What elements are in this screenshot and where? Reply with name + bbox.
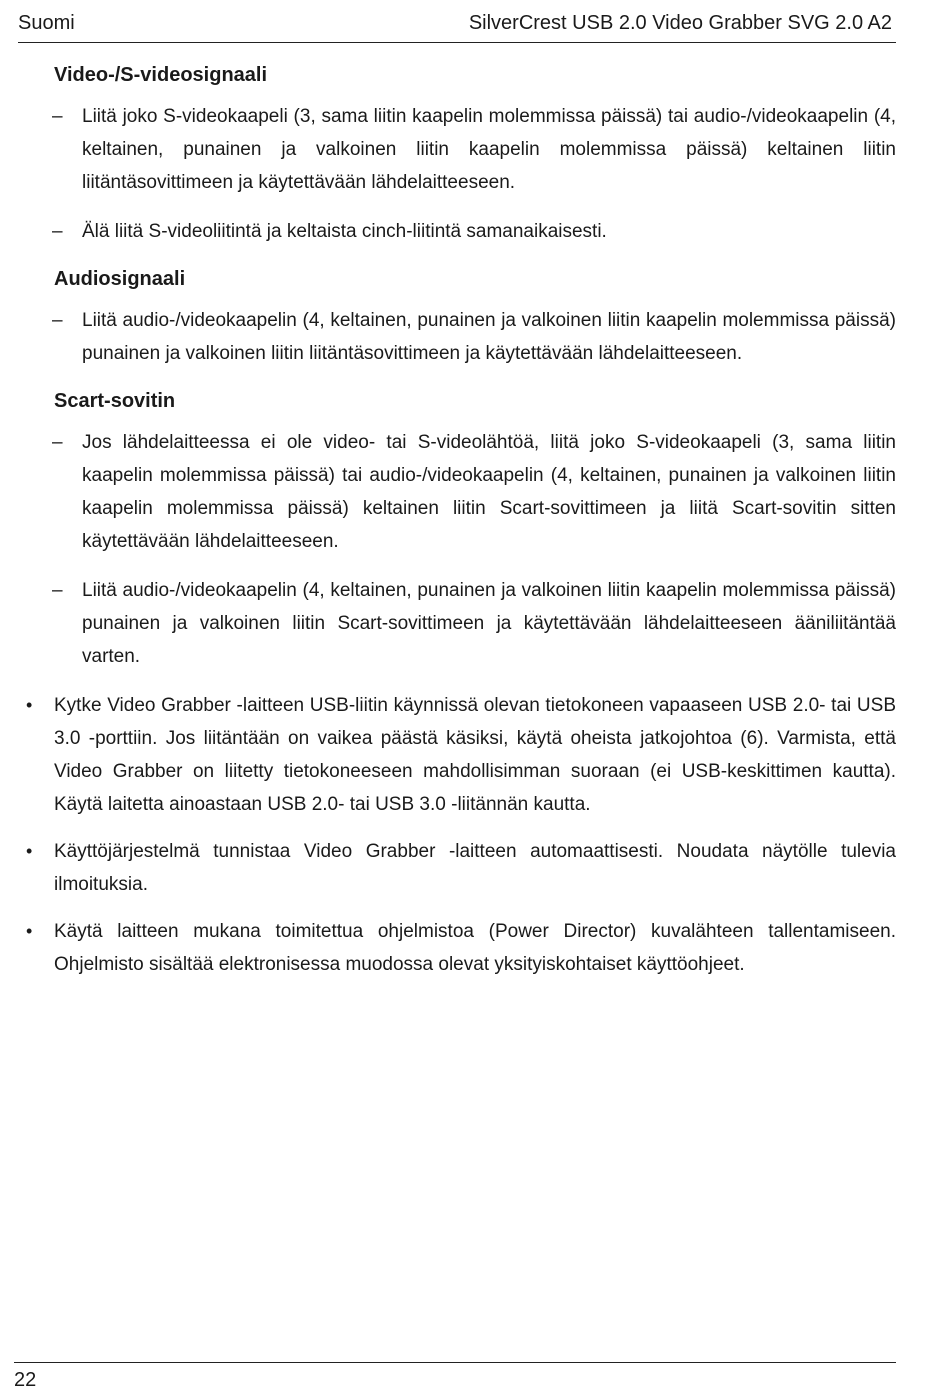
bullet-marker: •: [26, 695, 33, 715]
list-item-text: Liitä joko S-videokaapeli (3, sama liitin kaapelin molemmissa päissä) tai audio-/videokaapelin (4, keltainen, punainen ja valkoinen liitin kaapelin molemmissa päissä) keltainen liitin liitäntäsovittimeen ja käytettävään lähdelaitteeseen.: [82, 106, 896, 193]
dash-marker: –: [52, 221, 63, 242]
list-item-text: Liitä audio-/videokaapelin (4, keltainen, punainen ja valkoinen liitin kaapelin molemmissa päissä) punainen ja valkoinen liitin Scart-sovittimeen ja käytettävään lähdelaitteeseen ääniliitäntää varten.: [82, 580, 896, 667]
bullet-text: Käyttöjärjestelmä tunnistaa Video Grabber -laitteen automaattisesti. Noudata näytölle tulevia ilmoituksia.: [54, 841, 896, 895]
page-footer: [14, 1362, 896, 1392]
list-item: [52, 100, 896, 199]
list-item: [52, 574, 896, 673]
bullet-text: Kytke Video Grabber -laitteen USB-liitin käynnissä olevan tietokoneen vapaaseen USB 2.0- tai USB 3.0 -porttiin. Jos liitäntään on vaikea päästä käsiksi, käytä oheista jatkojohtoa (6). Varmista, että Video Grabber on liitetty tietokoneeseen mahdollisimman suoraan (ei USB-keskittimen kautta). Käytä laitetta ainoastaan USB 2.0- tai USB 3.0 -liitännän kautta.: [54, 695, 896, 815]
bullet-text: Käytä laitteen mukana toimitettua ohjelmistoa (Power Director) kuvalähteen tallentamiseen. Ohjelmisto sisältää elektronisessa muodossa olevat yksityiskohtaiset käyttöohjeet.: [54, 921, 896, 975]
section-heading-audio: Audiosignaali: [54, 268, 186, 290]
bullet-item: [26, 915, 896, 981]
list-item: [52, 215, 896, 248]
page-header: [18, 8, 896, 43]
page-content: [26, 60, 896, 995]
bullet-item: [26, 835, 896, 901]
list-item: [52, 426, 896, 558]
page-number: 22: [14, 1369, 37, 1391]
dash-marker: –: [52, 310, 63, 331]
dash-marker: –: [52, 106, 63, 127]
list-item-text: Liitä audio-/videokaapelin (4, keltainen, punainen ja valkoinen liitin kaapelin molemmissa päissä) punainen ja valkoinen liitin liitäntäsovittimeen ja käytettävään lähdelaitteeseen.: [82, 310, 896, 364]
dash-marker: –: [52, 432, 63, 453]
bullet-item: [26, 689, 896, 821]
bullet-marker: •: [26, 841, 33, 861]
list-item-text: Jos lähdelaitteessa ei ole video- tai S-videolähtöä, liitä joko S-videokaapeli (3, sama liitin kaapelin molemmissa päissä) tai audio-/videokaapelin (4, keltainen, punainen ja valkoinen liitin kaapelin molemmissa päissä) keltainen liitin Scart-sovittimeen ja liitä Scart-sovitin sitten käytettävään lähdelaitteeseen.: [82, 432, 896, 552]
dash-marker: –: [52, 580, 63, 601]
section-heading-scart: Scart-sovitin: [54, 390, 176, 412]
bullet-marker: •: [26, 921, 33, 941]
list-item: [52, 304, 896, 370]
list-item-text: Älä liitä S-videoliitintä ja keltaista cinch-liitintä samanaikaisesti.: [82, 221, 607, 242]
header-title: SilverCrest USB 2.0 Video Grabber SVG 2.0 A2: [468, 12, 892, 34]
header-language: Suomi: [18, 12, 75, 34]
section-heading-video: Video-/S-videosignaali: [54, 64, 268, 86]
